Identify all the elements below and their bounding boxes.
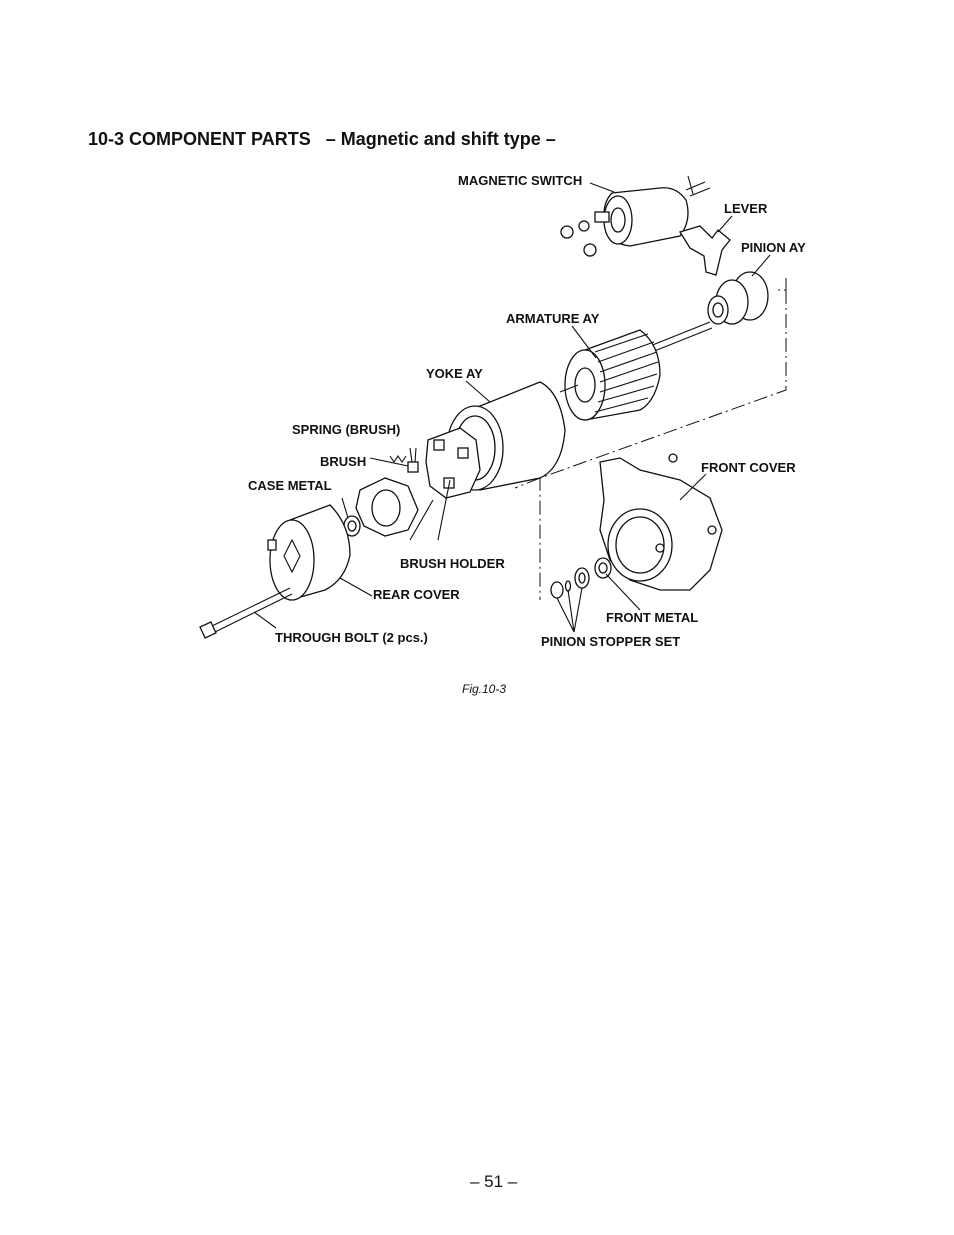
label-armature-ay: ARMATURE AY	[506, 311, 600, 326]
exploded-parts-diagram	[0, 160, 954, 680]
lever-part	[680, 226, 730, 275]
figure-caption: Fig.10-3	[462, 682, 507, 696]
label-rear-cover: REAR COVER	[373, 587, 460, 602]
label-case-metal: CASE METAL	[248, 478, 332, 493]
label-magnetic-switch: MAGNETIC SWITCH	[458, 173, 583, 188]
label-lever: LEVER	[724, 201, 768, 216]
label-spring-brush: SPRING (BRUSH)	[292, 422, 401, 437]
label-front-metal: FRONT METAL	[606, 610, 699, 625]
section-heading: 10-3 COMPONENT PARTS	[88, 129, 311, 149]
label-front-cover: FRONT COVER	[701, 460, 796, 475]
label-pinion-stopper-set: PINION STOPPER SET	[541, 634, 681, 649]
armature-part	[560, 322, 712, 420]
label-brush: BRUSH	[320, 454, 367, 469]
label-yoke-ay: YOKE AY	[426, 366, 483, 381]
brush-holder-part	[426, 428, 480, 498]
rear-cover-part	[268, 505, 350, 600]
page-number: – 51 –	[470, 1172, 518, 1191]
brush-plate-part	[356, 478, 418, 536]
section-title	[88, 129, 556, 150]
pinion-stopper-set-part	[551, 568, 589, 598]
label-pinion-ay: PINION AY	[741, 240, 806, 255]
front-metal-part	[595, 558, 611, 578]
pinion-assembly-part	[708, 272, 768, 324]
brush-spring-part	[390, 448, 418, 472]
section-subtitle: – Magnetic and shift type –	[325, 129, 556, 149]
label-brush-holder: BRUSH HOLDER	[400, 556, 505, 571]
label-through-bolt: THROUGH BOLT (2 pcs.)	[275, 630, 428, 645]
